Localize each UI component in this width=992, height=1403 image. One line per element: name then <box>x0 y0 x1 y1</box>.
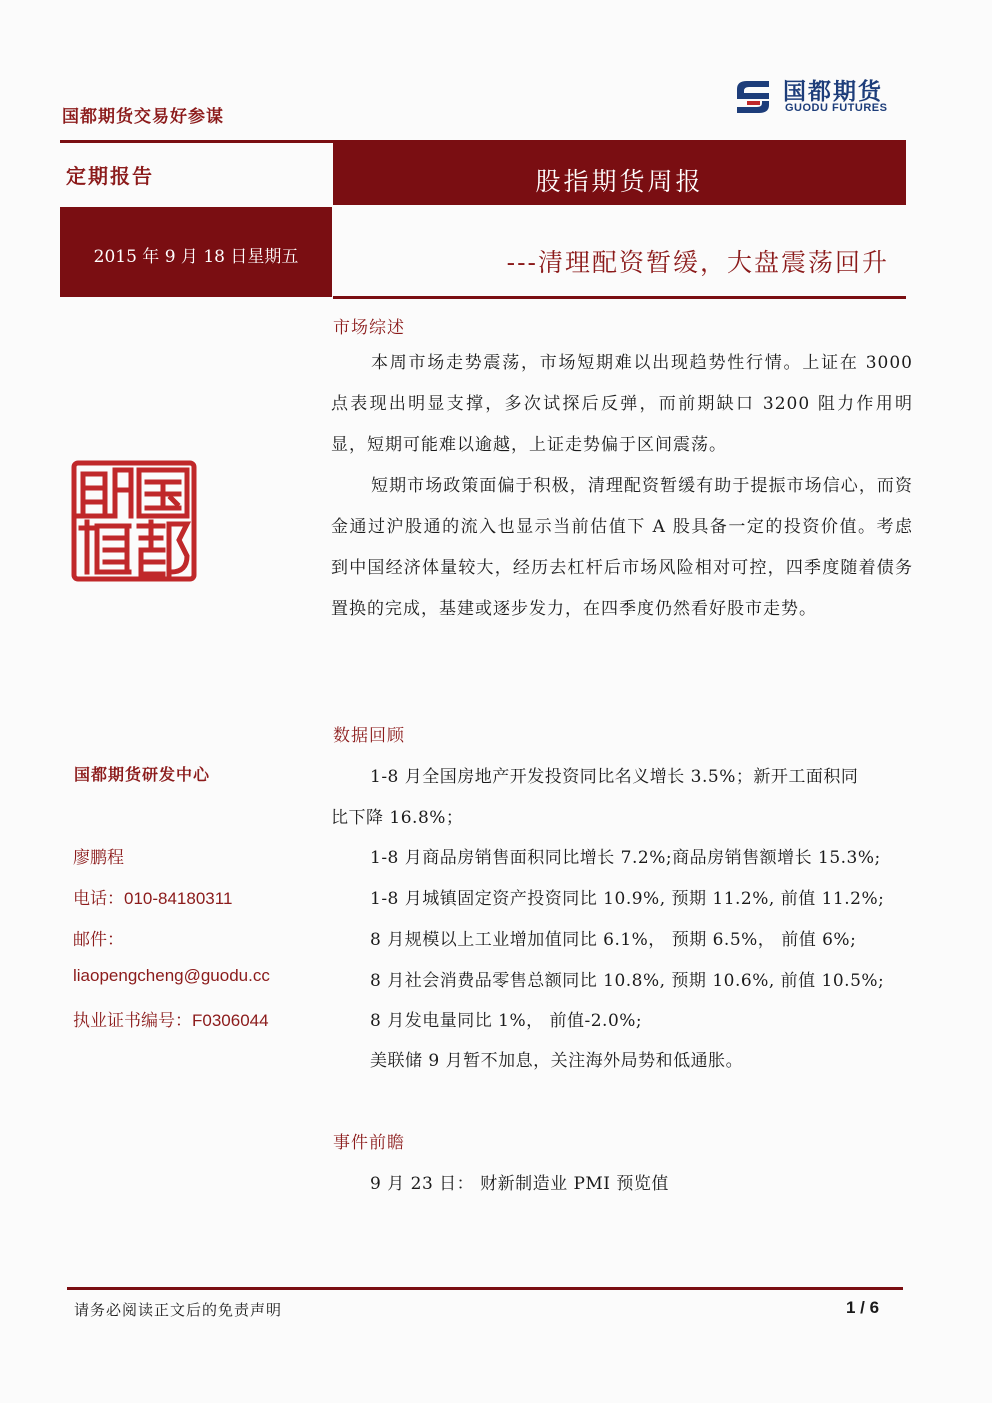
section-heading-events: 事件前瞻 <box>333 1133 405 1153</box>
cert-number: F0306044 <box>192 1011 269 1030</box>
company-logo <box>731 75 905 119</box>
cert-line <box>73 1006 269 1031</box>
data-item: 8 月社会消费品零售总额同比 10.8%, 预期 10.6%, 前值 10.5%; <box>370 971 885 991</box>
phone-line <box>73 884 232 909</box>
subtitle-rule <box>333 296 906 299</box>
logo-english-name: GUODU FUTURES <box>785 102 888 114</box>
event-item: 9 月 23 日： 财新制造业 PMI 预览值 <box>370 1174 669 1194</box>
data-item: 1-8 月城镇固定资产投资同比 10.9%, 预期 11.2%, 前值 11.2%; <box>370 889 885 909</box>
cert-label: 执业证书编号： <box>73 1011 192 1031</box>
date-banner <box>60 207 332 297</box>
email-address[interactable] <box>73 966 270 986</box>
analyst-name: 廖鹏程 <box>73 848 124 868</box>
report-title: 股指期货周报 <box>535 167 704 196</box>
report-subtitle: ---清理配资暂缓，大盘震荡回升 <box>506 248 889 277</box>
header-tagline: 国都期货交易好参谋 <box>62 107 224 127</box>
email-label: 邮件： <box>73 930 124 950</box>
seal-stamp-icon <box>71 460 197 582</box>
guodu-logo-icon <box>731 77 775 117</box>
data-item: 8 月规模以上工业增加值同比 6.1%， 预期 6.5%， 前值 6%; <box>370 930 857 950</box>
footer-rule <box>67 1287 903 1290</box>
data-item: 1-8 月商品房销售面积同比增长 7.2%;商品房销售额增长 15.3%; <box>370 848 881 868</box>
footer-disclaimer[interactable]: 请务必阅读正文后的免责声明 <box>74 1301 283 1319</box>
section-heading-data: 数据回顾 <box>333 726 405 746</box>
phone-number: 010-84180311 <box>124 889 233 908</box>
data-item: 美联储 9 月暂不加息，关注海外局势和低通胀。 <box>370 1051 744 1071</box>
phone-label: 电话： <box>73 889 124 909</box>
section-heading-market: 市场综述 <box>333 318 405 338</box>
market-paragraph: 短期市场政策面偏于积极，清理配资暂缓有助于提振市场信心，而资金通过沪股通的流入也显示当前估值下 A 股具备一定的投资价值。考虑到中国经济体量较大，经历去杠杆后市场风险相对可控，四季度随着债务置换的完成，基建或逐步发力，在四季度仍然看好股市走势。 <box>331 476 913 619</box>
data-item: 1-8 月全国房地产开发投资同比名义增长 3.5%；新开工面积同 <box>370 767 859 787</box>
data-item: 8 月发电量同比 1%， 前值-2.0%; <box>370 1011 643 1031</box>
logo-chinese-name: 国都期货 <box>783 79 883 105</box>
research-center: 国都期货研发中心 <box>74 765 211 784</box>
market-paragraph: 本周市场走势震荡，市场短期难以出现趋势性行情。上证在 3000 点表现出明显支撑，多次试探后反弹，而前期缺口 3200 阻力作用明显，短期可能难以逾越，上证走势偏于区间震荡。 <box>331 353 913 455</box>
page-number: 1 / 6 <box>846 1298 880 1317</box>
report-date: 2015 年 9 月 18 日星期五 <box>93 247 299 267</box>
data-item: 比下降 16.8%； <box>331 808 464 828</box>
email-link[interactable]: liaopengcheng@guodu.cc <box>73 966 270 985</box>
report-type: 定期报告 <box>66 164 154 188</box>
market-paragraphs <box>331 343 913 630</box>
title-banner <box>333 143 906 205</box>
